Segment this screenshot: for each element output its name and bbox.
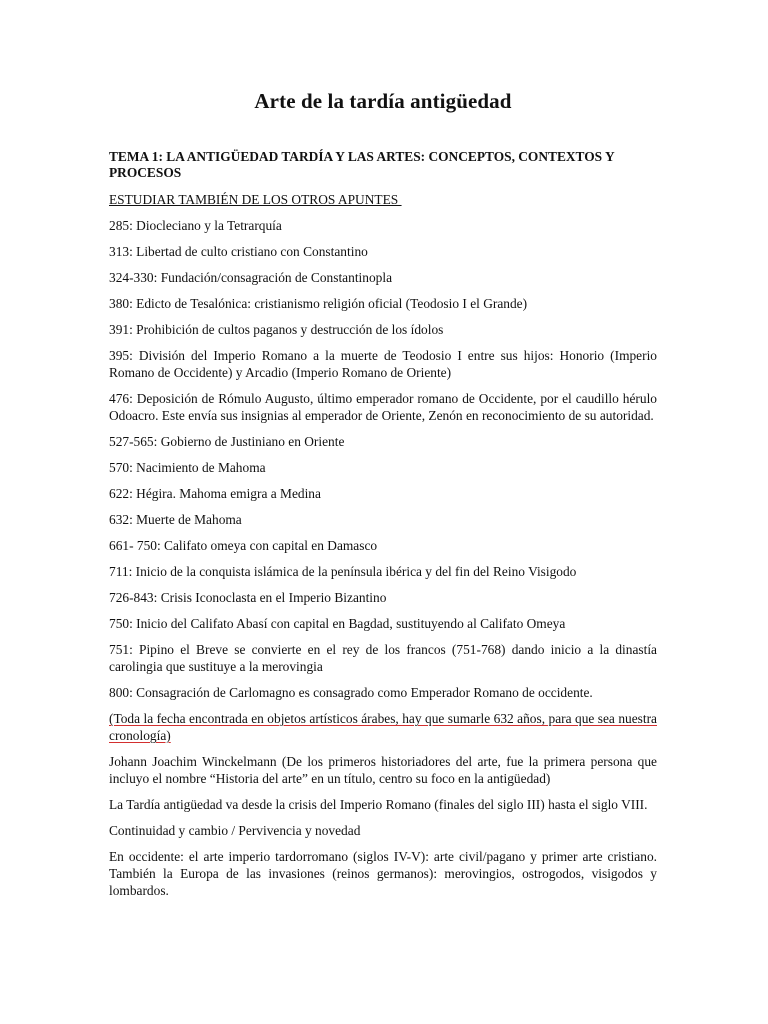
timeline-entry: 395: División del Imperio Romano a la muerte de Teodosio I entre sus hijos: Honorio (Imperio Romano de Occidente) y Arcadio (Imperio Romano de Oriente) xyxy=(109,348,657,380)
timeline-entry: 476: Deposición de Rómulo Augusto, último emperador romano de Occidente, por el caudillo hérulo Odoacro. Este envía sus insignias al emperador de Oriente, Zenón en reconocimiento de su autoridad. xyxy=(109,391,657,423)
timeline-entry: 313: Libertad de culto cristiano con Constantino xyxy=(109,244,368,259)
paragraph-continuidad: Continuidad y cambio / Pervivencia y novedad xyxy=(109,823,361,838)
timeline-entry: 391: Prohibición de cultos paganos y destrucción de los ídolos xyxy=(109,322,444,337)
timeline-entry: 380: Edicto de Tesalónica: cristianismo religión oficial (Teodosio I el Grande) xyxy=(109,296,528,311)
document-title: Arte de la tardía antigüedad xyxy=(254,89,512,113)
timeline-entry: 751: Pipino el Breve se convierte en el rey de los francos (751-768) dando inicio a la dinastía carolingia que sustituye a la merovingia xyxy=(109,642,657,674)
paragraph-tardia-antiguedad: La Tardía antigüedad va desde la crisis del Imperio Romano (finales del siglo III) hasta el siglo VIII. xyxy=(109,797,648,812)
timeline-entry: 570: Nacimiento de Mahoma xyxy=(109,460,266,475)
timeline-entry: 632: Muerte de Mahoma xyxy=(109,512,242,527)
timeline-entry: 324-330: Fundación/consagración de Constantinopla xyxy=(109,270,393,285)
timeline-entry: 800: Consagración de Carlomagno es consagrado como Emperador Romano de occidente. xyxy=(109,685,593,700)
timeline-list xyxy=(109,217,657,701)
document-page xyxy=(109,0,657,899)
timeline-entry: 726-843: Crisis Iconoclasta en el Imperio Bizantino xyxy=(109,590,387,605)
timeline-entry: 750: Inicio del Califato Abasí con capital en Bagdad, sustituyendo al Califato Omeya xyxy=(109,616,566,631)
study-note: ESTUDIAR TAMBIÉN DE LOS OTROS APUNTES xyxy=(109,192,402,207)
note-arab-dates-text: (Toda la fecha encontrada en objetos artísticos árabes, hay que sumarle 632 años, para que sea nuestra cronología) xyxy=(109,711,657,743)
paragraph-winckelmann: Johann Joachim Winckelmann (De los primeros historiadores del arte, fue la primera persona que incluyo el nombre “Historia del arte” en un título, centro su foco en la antigüedad) xyxy=(109,754,657,786)
paragraph-occidente: En occidente: el arte imperio tardorromano (siglos IV-V): arte civil/pagano y primer arte cristiano. También la Europa de las invasiones (reinos germanos): merovingios, ostrogodos, visigodos y lombardos. xyxy=(109,849,657,898)
section-heading: TEMA 1: LA ANTIGÜEDAD TARDÍA Y LAS ARTES: CONCEPTOS, CONTEXTOS Y PROCESOS xyxy=(109,149,615,180)
timeline-entry: 527-565: Gobierno de Justiniano en Oriente xyxy=(109,434,345,449)
timeline-entry: 661- 750: Califato omeya con capital en Damasco xyxy=(109,538,378,553)
timeline-entry: 622: Hégira. Mahoma emigra a Medina xyxy=(109,486,321,501)
timeline-entry: 285: Diocleciano y la Tetrarquía xyxy=(109,218,282,233)
note-arab-dates xyxy=(109,710,657,744)
timeline-entry: 711: Inicio de la conquista islámica de la península ibérica y del fin del Reino Visigodo xyxy=(109,564,577,579)
